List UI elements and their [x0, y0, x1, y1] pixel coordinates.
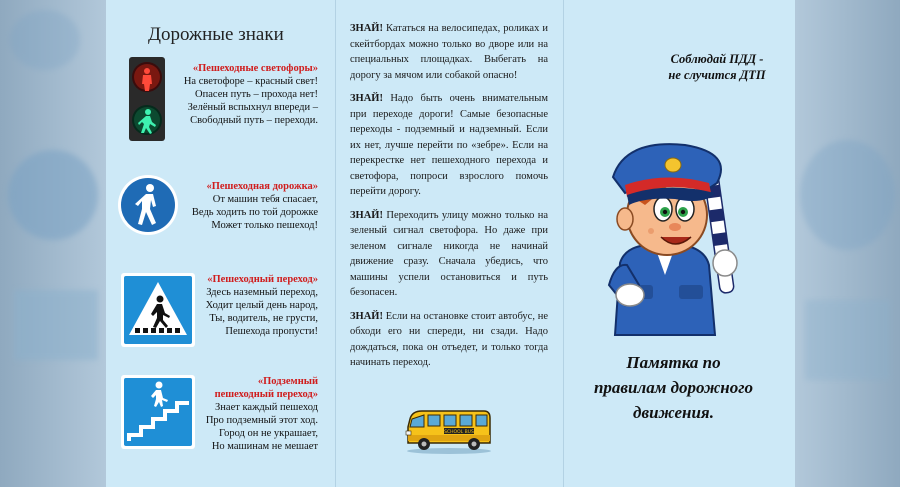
memo-title-line: правилам дорожного	[593, 378, 754, 397]
rule-text: Если на остановке стоит автобус, не обходи его ни спереди, ни сзади. Надо дождаться, пока он отъедет, и только тогда начинать переход.	[350, 310, 548, 368]
poem-line: Пешехода пропусти!	[225, 326, 318, 337]
fold-line-1	[335, 0, 336, 487]
bus-label: SCHOOL BUS	[444, 430, 474, 435]
rule-paragraph	[350, 208, 548, 301]
rule-lead: ЗНАЙ!	[350, 310, 383, 322]
poem-line: Может только пешеход!	[211, 220, 318, 231]
poem-title-line: пешеходный переход»	[214, 389, 318, 400]
poem-traffic-lights	[166, 62, 318, 127]
fold-line-2	[563, 0, 564, 487]
poem-line: Знает каждый пешеход	[215, 402, 318, 413]
blurred-sign-left-3	[10, 10, 80, 70]
poem-line: Зелёный вспыхнул впереди –	[187, 102, 318, 113]
rule-paragraph	[350, 309, 548, 371]
poem-line: Опасен путь – прохода нет!	[195, 89, 318, 100]
poem-line: Здесь наземный переход,	[206, 287, 318, 298]
poem-line: Но машинам не мешает	[211, 441, 318, 452]
poem-title-line: «Подземный	[257, 376, 318, 387]
memo-title-line: движения.	[633, 403, 714, 422]
rule-lead: ЗНАЙ!	[350, 23, 383, 34]
motto-line: не случится ДТП	[668, 68, 766, 82]
rule-paragraph	[350, 91, 548, 200]
poem-pedestrian-crossing	[190, 273, 318, 338]
poem-title: «Пешеходные светофоры»	[192, 63, 318, 74]
poem-title: «Пешеходный переход»	[207, 274, 318, 285]
poem-line: Город он не украшает,	[218, 428, 318, 439]
poem-underground-crossing	[196, 375, 318, 453]
motto	[652, 51, 782, 83]
blurred-left-background	[0, 0, 106, 487]
poem-pedestrian-path	[176, 180, 318, 232]
pedestrian-path-sign-icon	[117, 174, 179, 236]
safety-rules-text	[350, 21, 548, 379]
poem-line: Ты, водитель, не грусти,	[209, 313, 318, 324]
blurred-shape-right-2	[805, 300, 890, 380]
rule-text: Надо быть очень внимательным при переходе дороги! Самые безопасные переходы - подземный и надземный. Если их нет, лучше перейти по «зебре». Если на перекрестке нет пешеходного перехода и светофора, попроси взрослого помочь перейти дорогу.	[350, 93, 548, 197]
poem-line: От машин тебя спасает,	[212, 194, 318, 205]
memo-title	[566, 350, 781, 425]
motto-line: Соблюдай ПДД -	[670, 52, 764, 66]
school-bus-icon	[404, 405, 494, 455]
blurred-right-background	[795, 0, 900, 487]
pedestrian-traffic-light-icon	[128, 56, 166, 142]
memo-title-line: Памятка по	[626, 353, 721, 372]
traffic-officer-boy-illustration	[585, 135, 755, 340]
rule-text: Кататься на велосипедах, роликах и скейтбордах можно только во дворе или на специальных площадках. Выбегать на дорогу за мячом или собакой опасно!	[350, 23, 548, 81]
road-signs-title: Дорожные знаки	[148, 24, 284, 45]
poem-line: Свободный путь – переходи.	[190, 115, 318, 126]
rule-lead: ЗНАЙ!	[350, 209, 383, 221]
pedestrian-crossing-sign-icon	[121, 273, 195, 347]
rule-lead: ЗНАЙ!	[350, 93, 383, 104]
poem-line: Про подземный этот ход.	[205, 415, 318, 426]
rule-paragraph	[350, 21, 548, 83]
underground-crossing-sign-icon	[121, 375, 195, 449]
poem-line: На светофоре – красный свет!	[183, 76, 318, 87]
rule-text: Переходить улицу можно только на зеленый сигнал светофора. Но даже при зеленом сигнале никогда не начинай движение сразу. Сначала убедись, что машины успели остановиться и путь безопасен.	[350, 209, 548, 298]
blurred-sign-left-1	[8, 150, 98, 240]
poem-title: «Пешеходная дорожка»	[206, 181, 318, 192]
blurred-sign-left-2	[14, 290, 98, 360]
blurred-shape-right-1	[800, 140, 895, 250]
poem-line: Ведь ходить по той дорожке	[191, 207, 318, 218]
poem-line: Ходит целый день народ,	[205, 300, 318, 311]
